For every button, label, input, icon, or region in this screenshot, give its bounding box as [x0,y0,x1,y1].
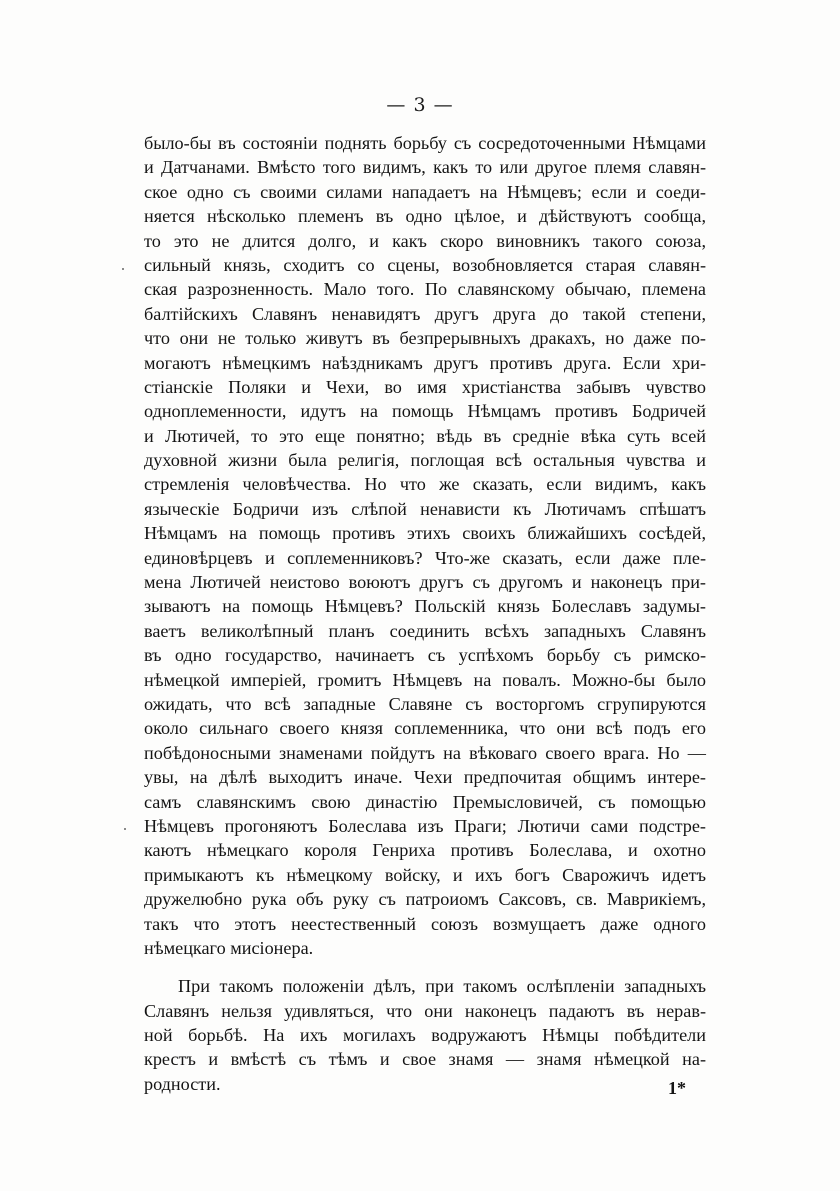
text-line: каютъ нѣмецкаго короля Генриха противъ Болеслава, и охотно [144,840,706,861]
text-line: единовѣрцевъ и соплеменниковъ? Что-же сказать, если даже пле- [144,547,706,568]
text-line: При такомъ положеніи дѣлъ, при такомъ ослѣпленіи западныхъ [178,976,706,997]
text-line: Нѣмцевъ прогоняютъ Болеслава изъ Праги; Лютичи сами подстре- [144,815,706,836]
text-line: увы, на дѣлѣ выходитъ иначе. Чехи предпочитая общимъ интере- [144,767,706,788]
text-line: и Датчанами. Вмѣсто того видимъ, какъ то или другое племя славян- [144,157,706,178]
text-line: ваетъ великолѣпный планъ соединить всѣхъ западныхъ Славянъ [144,620,706,641]
stray-mark [124,828,126,830]
text-line: духовной жизни была религія, поглощая всѣ остальныя чувства и [144,450,706,471]
text-line: стремленія человѣчества. Но что же сказать, если видимъ, какъ [144,474,706,495]
text-line: Нѣмцамъ на помощь противъ этихъ своихъ ближайшихъ сосѣдей, [144,523,706,544]
stray-mark [122,268,124,270]
text-line: самъ славянскимъ свою династію Премысловичей, съ помощью [144,791,706,812]
signature-mark: 1* [668,1078,686,1098]
paragraph-1 [144,131,706,960]
text-line: языческіе Бодричи изъ слѣпой ненависти къ Лютичамъ спѣшатъ [144,498,706,519]
text-line: такъ что этотъ неестественный союзъ возмущаетъ даже одного [144,913,706,934]
paragraph-2 [144,974,706,1096]
text-line: няется нѣсколько племенъ въ одно цѣлое, и дѣйствуютъ сообща, [144,206,706,227]
text-line: родности. [144,1073,221,1094]
text-line: стіанскіе Поляки и Чехи, во имя христіанства забывъ чувство [144,376,706,397]
text-line: могаютъ нѣмецкимъ наѣздникамъ другъ противъ друга. Если хри- [144,352,706,373]
text-line: побѣдоносными знаменами пойдутъ на вѣковаго своего врага. Но — [144,742,706,763]
text-line: примыкаютъ къ нѣмецкому войску, и ихъ богъ Сварожичъ идетъ [144,864,706,885]
text-line: сильный князь, сходитъ со сцены, возобновляется старая славян- [144,254,706,275]
text-line: ская разрозненность. Мало того. По славянскому обычаю, племена [144,279,706,300]
text-line: мена Лютичей неистово воюютъ другъ съ другомъ и наконецъ при- [144,572,706,593]
text-line: ожидать, что всѣ западные Славяне съ восторгомъ сгрупируются [144,693,706,714]
text-line: Славянъ нельзя удивляться, что они наконецъ падаютъ въ нерав- [144,1000,706,1021]
paragraph-spacing [144,960,706,974]
text-line: зываютъ на помощь Нѣмцевъ? Польскій князь Болеславъ задумы- [144,596,706,617]
text-line: около сильнаго своего князя соплеменника, что они всѣ подъ его [144,718,706,739]
text-line: дружелюбно рука объ руку съ патроиомъ Саксовъ, св. Маврикіемъ, [144,889,706,910]
text-line: то это не длится долго, и какъ скоро виновникъ такого союза, [144,230,706,251]
text-line: балтійскихъ Славянъ ненавидятъ другъ друга до такой степени, [144,303,706,324]
text-line: въ одно государство, начинаетъ съ успѣхомъ борьбу съ римско- [144,645,706,666]
text-line: ское одно съ своими силами нападаетъ на Нѣмцевъ; если и соеди- [144,181,706,202]
body-text [144,131,706,1096]
text-line: нѣмецкой имперіей, громитъ Нѣмцевъ на повалъ. Можно-бы было [144,669,706,690]
text-line: и Лютичей, то это еще понятно; вѣдь въ средніе вѣка суть всей [144,425,706,446]
text-line: нѣмецкаго мисіонера. [144,937,314,958]
text-line: что они не только живутъ въ безпрерывныхъ дракахъ, но даже по- [144,328,706,349]
text-line: одноплеменности, идутъ на помощь Нѣмцамъ противъ Бодричей [144,401,706,422]
page-number: — 3 — [386,94,454,116]
text-line: крестъ и вмѣстѣ съ тѣмъ и свое знамя — знамя нѣмецкой на- [144,1049,706,1070]
text-line: было-бы въ состояніи поднять борьбу съ сосредоточенными Нѣмцами [144,133,706,153]
text-line: ной борьбѣ. На ихъ могилахъ водружаютъ Нѣмцы побѣдители [144,1025,706,1046]
